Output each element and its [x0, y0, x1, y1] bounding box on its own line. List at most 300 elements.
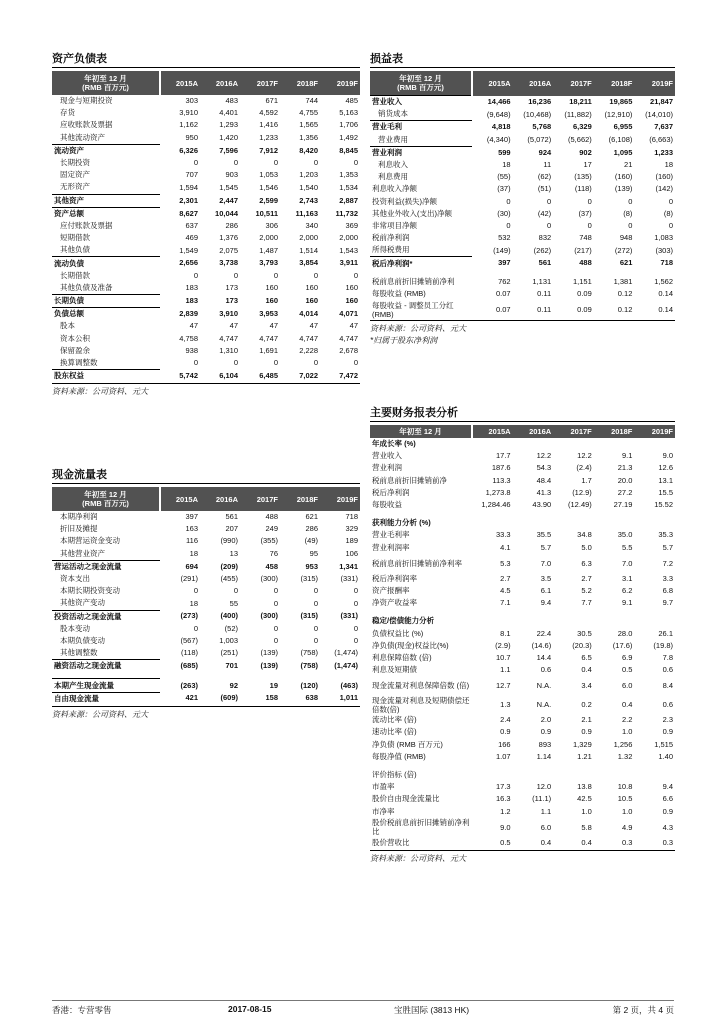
cell-value: 4,401	[219, 108, 238, 118]
table-row	[52, 523, 360, 535]
cell-value: 4,818	[491, 122, 511, 132]
cell-value: N.A.	[536, 681, 552, 691]
cell-value: 0	[353, 158, 358, 168]
cell-value: 19	[269, 680, 278, 690]
cell-value: 27.19	[613, 500, 633, 510]
table-row	[370, 726, 675, 738]
row-label: 营业收入	[370, 96, 472, 109]
cell-value: 5,163	[339, 108, 358, 118]
cell-value	[634, 438, 675, 450]
table-row	[370, 664, 675, 676]
row-label: 净负债 (RMB 百万元)	[372, 739, 443, 749]
row-label: 融资活动之现金流量	[52, 660, 160, 673]
row-label: 长期投资	[60, 158, 90, 168]
cell-value: 621	[305, 512, 318, 522]
cell-value: 0	[313, 598, 318, 608]
cell-value: 12.2	[536, 451, 552, 461]
table-row	[52, 220, 360, 232]
cell-value: 113.3	[492, 475, 511, 485]
source-note: 资料来源：公司资料、元大	[52, 706, 360, 721]
cell-value: (12,910)	[604, 109, 633, 119]
table-row	[52, 357, 360, 370]
row-label: 流动负债	[52, 257, 160, 270]
cell-value: (149)	[493, 245, 511, 255]
cell-value: (5,072)	[527, 134, 552, 144]
cell-value: 532	[498, 233, 511, 243]
row-label: 股本变动	[60, 623, 90, 633]
cell-value: (609)	[220, 693, 238, 703]
table-row	[52, 207, 360, 220]
row-label: 利息费用	[378, 172, 408, 182]
cell-value: 12.6	[658, 463, 673, 473]
table-row	[370, 96, 675, 109]
cell-value: 95	[309, 548, 318, 558]
table-row	[370, 220, 675, 232]
cell-value: 8,845	[339, 145, 358, 155]
cell-value: 329	[345, 524, 358, 534]
cell-value: 26.1	[658, 628, 673, 638]
cell-value: 6,485	[259, 370, 278, 380]
row-label: 资产报酬率	[372, 585, 410, 595]
cell-value: (52)	[224, 623, 238, 633]
cell-value: 0	[193, 358, 198, 368]
cell-value: 1,515	[654, 739, 673, 749]
row-label: 其他业外收入(支出)净额	[372, 208, 452, 218]
cell-value: (12.49)	[568, 500, 592, 510]
table-row	[52, 282, 360, 295]
row-label: 股本	[60, 321, 75, 331]
row-label: 获利能力分析 (%)	[372, 518, 431, 528]
income-statement-table	[370, 71, 675, 319]
row-label: 营业费用	[378, 134, 408, 144]
row-label: 税后净利润率	[372, 573, 417, 583]
table-row	[52, 169, 360, 181]
cell-value: 0	[628, 196, 633, 206]
cell-value: 1,381	[613, 276, 633, 286]
cell-value: (139)	[260, 648, 278, 658]
cell-value: 1,131	[532, 276, 552, 286]
cell-value: 11,163	[295, 208, 318, 218]
row-label: 换算调整数	[60, 358, 98, 368]
cell-value: 0.12	[617, 305, 633, 314]
cell-value: (262)	[533, 245, 552, 255]
table-row	[52, 345, 360, 357]
table-row	[370, 529, 675, 541]
cell-value: 5.8	[581, 822, 592, 832]
header-period-line-1: 年初至 12 月	[399, 74, 442, 83]
cell-value: 17	[583, 160, 592, 170]
table-row	[52, 181, 360, 194]
cell-value: 12.7	[495, 681, 511, 691]
cell-value: 1.07	[495, 751, 511, 761]
cell-value: 17.3	[495, 782, 511, 792]
table-row	[52, 107, 360, 119]
cell-value: (12.9)	[572, 487, 592, 497]
header-year: 2017F	[240, 487, 280, 511]
cell-value: 1,376	[219, 233, 238, 243]
row-label: 评价指标 (倍)	[372, 770, 417, 780]
table-row	[370, 208, 675, 220]
row-label: 自由现金流量	[52, 692, 160, 705]
row-label: 现金与短期投资	[60, 96, 113, 106]
cell-value: 0	[313, 623, 318, 633]
header-period-line-1: 年初至 12 月	[84, 74, 127, 83]
table-row	[52, 95, 360, 107]
footnote: *归属于股东净利润	[370, 336, 438, 345]
row-label: 负债权益比 (%)	[372, 628, 424, 638]
cell-value: (135)	[574, 172, 592, 182]
cell-value: 10.7	[495, 652, 511, 662]
cell-value: 1,594	[179, 182, 198, 192]
cell-value: 1,562	[654, 276, 673, 286]
table-row	[52, 144, 360, 157]
cell-value: 488	[579, 258, 592, 268]
cell-value: 2,447	[219, 195, 238, 205]
table-row	[370, 450, 675, 462]
row-label: 保留盈余	[60, 345, 90, 355]
cell-value: 0	[313, 586, 318, 596]
cell-value: 55	[229, 598, 238, 608]
income-statement-section	[370, 52, 675, 347]
cell-value: 0	[506, 220, 511, 230]
cell-value: 1,540	[299, 182, 318, 192]
table-row	[370, 499, 675, 511]
cell-value: 17.7	[495, 451, 511, 461]
table-header-row	[370, 71, 675, 96]
cell-value	[472, 769, 513, 781]
cell-value: 397	[498, 258, 511, 268]
table-row	[52, 597, 360, 610]
table-row	[370, 806, 675, 818]
table-row	[370, 232, 675, 244]
cell-value: 0	[587, 220, 592, 230]
cell-value: 4,747	[299, 333, 318, 343]
table-row	[370, 751, 675, 763]
header-year: 2015A	[472, 71, 513, 96]
header-period-label	[52, 71, 160, 95]
header-period-line-1: 年初至 12 月	[399, 427, 442, 436]
cell-value	[472, 615, 513, 627]
source-note: 资料来源：公司资料、元大	[370, 850, 675, 865]
cell-value: 6,955	[613, 122, 633, 132]
cell-value: 718	[345, 512, 358, 522]
row-label: 税后净利润*	[370, 257, 472, 270]
table-row	[370, 475, 675, 487]
cell-value: 6.0	[540, 822, 552, 832]
cell-value: 10,044	[215, 208, 238, 218]
cell-value: 21	[624, 160, 633, 170]
cell-value: 0	[313, 635, 318, 645]
cell-value: 18	[664, 160, 673, 170]
cell-value: (17.6)	[612, 640, 633, 650]
row-label: 每股收益	[372, 500, 402, 510]
cell-value: 0.14	[658, 305, 673, 314]
cash-flow-title: 现金流量表	[52, 468, 360, 484]
table-row	[52, 647, 360, 660]
cell-value: 13.8	[577, 782, 592, 792]
row-label: 年成长率 (%)	[372, 439, 416, 449]
header-period-line-1: 年初至 12 月	[84, 490, 127, 499]
cell-value: 0.9	[540, 727, 552, 737]
cell-value: (300)	[260, 574, 278, 584]
table-row	[370, 769, 675, 781]
cell-value: (2.9)	[495, 640, 511, 650]
cell-value: 707	[185, 170, 198, 180]
row-label: 利息保障倍数 (倍)	[372, 652, 432, 662]
cell-value: 0.5	[500, 837, 511, 847]
cell-value: 6.3	[581, 558, 592, 568]
table-row	[370, 793, 675, 805]
row-label: 流动比率 (倍)	[372, 715, 417, 725]
table-row	[52, 660, 360, 673]
cell-value: 0	[233, 270, 238, 280]
cell-value: 187.6	[491, 463, 511, 473]
table-row	[370, 695, 675, 714]
header-year: 2016A	[200, 487, 240, 511]
cell-value: (567)	[180, 635, 198, 645]
table-row	[52, 194, 360, 207]
table-row	[370, 276, 675, 288]
table-row	[52, 679, 360, 692]
cell-value: (49)	[304, 536, 318, 546]
cell-value: 54.3	[536, 463, 552, 473]
cell-value: 3,953	[259, 309, 278, 319]
cell-value: 902	[579, 147, 592, 157]
cell-value: 10.5	[617, 794, 633, 804]
cell-value: (30)	[497, 208, 511, 218]
cell-value: 0	[193, 270, 198, 280]
table-row	[370, 244, 675, 257]
cell-value: 183	[185, 296, 198, 306]
cell-value: 2.7	[581, 573, 592, 583]
table-header-row	[52, 487, 360, 511]
cell-value: 2,656	[179, 258, 198, 268]
cell-value	[634, 769, 675, 781]
cell-value: 1,233	[654, 147, 673, 157]
cell-value: 7,912	[259, 145, 278, 155]
row-label: 投资利益(损失)净额	[372, 196, 437, 206]
cell-value: 1,053	[259, 170, 278, 180]
cell-value: 6.0	[621, 681, 633, 691]
cell-value: 41.3	[536, 487, 552, 497]
cell-value: 488	[265, 512, 278, 522]
cell-value: 2,075	[219, 245, 238, 255]
header-year: 2017F	[553, 425, 594, 438]
cell-value: 7,022	[299, 370, 318, 380]
cell-value: (51)	[537, 184, 552, 194]
row-label: 税前息前折旧摊销前净利率	[372, 558, 462, 568]
cell-value: 369	[345, 220, 358, 230]
cell-value: 1.14	[536, 751, 552, 761]
row-label: 利息及短期债	[372, 665, 417, 675]
cell-value: 7.2	[662, 558, 673, 568]
cell-value: 7.1	[500, 598, 511, 608]
cell-value: (37)	[497, 184, 511, 194]
row-label: 其他调整数	[60, 648, 98, 658]
cell-value: 6,326	[179, 145, 198, 155]
table-row	[52, 157, 360, 169]
cell-value: 671	[265, 96, 278, 106]
header-year: 2018F	[594, 425, 635, 438]
cell-value: 13.1	[658, 475, 673, 485]
cell-value: 1.0	[621, 727, 633, 737]
cell-value: 15.52	[654, 500, 673, 510]
table-row	[370, 554, 675, 573]
cell-value: 0	[668, 220, 673, 230]
cell-value: 33.3	[495, 530, 511, 540]
table-row	[52, 370, 360, 383]
row-label: 非常项目净额	[372, 220, 417, 230]
cell-value: 1,416	[259, 120, 278, 130]
table-row	[370, 781, 675, 793]
cell-value: 1,256	[613, 739, 633, 749]
cell-value: 1,151	[573, 276, 592, 286]
balance-sheet-section	[52, 52, 360, 398]
cell-value: 3,738	[219, 258, 238, 268]
cell-value: (758)	[300, 648, 318, 658]
cell-value: 0	[313, 358, 318, 368]
row-label: 应收账款及票据	[60, 120, 113, 130]
row-label: 本期净利润	[60, 512, 98, 522]
footer-sector: 香港：专营零售	[52, 1005, 112, 1015]
row-label: 税前息前折旧摊销前净利	[372, 276, 455, 286]
cell-value: (990)	[220, 536, 238, 546]
cell-value: 1.2	[500, 806, 511, 816]
cell-value: 0.2	[581, 700, 592, 710]
cell-value: 160	[305, 283, 318, 293]
cell-value: (331)	[340, 574, 358, 584]
cell-value: 0	[233, 586, 238, 596]
cell-value: 1,545	[219, 182, 238, 192]
cell-value: 3,910	[179, 108, 198, 118]
row-label: 营运活动之现金流量	[52, 560, 160, 573]
cell-value: 1,011	[339, 693, 358, 703]
row-label: 每股收益 - 调整员工分红 (RMB)	[372, 300, 454, 319]
cell-value: (37)	[578, 208, 592, 218]
header-year: 2015A	[160, 487, 200, 511]
cell-value: 1.1	[540, 806, 552, 816]
cell-value: 16.3	[495, 794, 511, 804]
row-label: 短期借款	[60, 233, 90, 243]
cell-value: 9.0	[500, 822, 511, 832]
ratios-title: 主要财务报表分析	[370, 406, 675, 422]
row-label: 长期借款	[60, 270, 90, 280]
cell-value	[594, 438, 635, 450]
row-label: 资本支出	[60, 574, 90, 584]
cell-value: 0	[273, 270, 278, 280]
cell-value: 561	[538, 258, 552, 268]
cell-value: 1,565	[299, 120, 318, 130]
cell-value: 2,599	[259, 195, 278, 205]
cell-value: 950	[185, 132, 198, 142]
cell-value: 286	[305, 524, 318, 534]
cell-value: (5,662)	[568, 134, 592, 144]
page-footer	[52, 1000, 674, 1015]
cell-value: (14,010)	[645, 109, 673, 119]
cell-value: 1,543	[339, 245, 358, 255]
cell-value: 4,071	[339, 309, 358, 319]
cell-value	[634, 517, 675, 529]
cell-value: 9.1	[621, 598, 633, 608]
cell-value: 0	[353, 270, 358, 280]
cell-value: 2,000	[299, 233, 318, 243]
cell-value: 5.5	[621, 542, 633, 552]
cell-value: 158	[265, 693, 278, 703]
row-label: 市净率	[372, 806, 395, 816]
cash-flow-section	[52, 468, 360, 721]
table-row	[370, 652, 675, 664]
table-row	[370, 714, 675, 726]
row-label: 应付账款及票据	[60, 220, 113, 230]
cell-value: (1,474)	[334, 661, 358, 671]
cell-value: 0.14	[658, 288, 673, 298]
cell-value: 19,865	[609, 96, 633, 106]
row-label: 存货	[60, 108, 75, 118]
section-heading-row	[370, 517, 675, 529]
cell-value: 0.9	[662, 806, 673, 816]
cell-value: 92	[229, 680, 238, 690]
cell-value: 160	[265, 296, 278, 306]
table-row	[370, 837, 675, 849]
cell-value: (6,108)	[608, 134, 633, 144]
cell-value: (139)	[614, 184, 633, 194]
cell-value	[553, 615, 594, 627]
cell-value: 938	[185, 345, 198, 355]
cell-value: 762	[498, 276, 511, 286]
cell-value: 3,854	[299, 258, 318, 268]
row-label: 长期负债	[52, 295, 160, 308]
table-row	[370, 487, 675, 499]
table-row	[52, 333, 360, 345]
row-label: 营业利润	[370, 146, 472, 159]
cell-value: 599	[498, 147, 511, 157]
cell-value	[594, 769, 635, 781]
cell-value: 0.09	[577, 305, 592, 314]
table-row	[52, 295, 360, 308]
cell-value: 7.0	[621, 558, 633, 568]
cell-value: 1,284.46	[481, 500, 511, 510]
footer-date: 2017-08-15	[228, 1004, 272, 1014]
cell-value: 183	[185, 283, 198, 293]
cash-flow-table	[52, 487, 360, 705]
cell-value: 173	[225, 296, 238, 306]
cell-value	[594, 517, 635, 529]
cell-value: (160)	[655, 172, 673, 182]
cell-value: 4.1	[500, 542, 511, 552]
cell-value: (14.6)	[531, 640, 552, 650]
row-label: 每股净值 (RMB)	[372, 751, 426, 761]
header-year: 2017F	[553, 71, 594, 96]
table-row	[52, 320, 360, 332]
cell-value: (10,468)	[523, 109, 552, 119]
cell-value: N.A.	[536, 700, 552, 710]
header-year: 2016A	[513, 425, 554, 438]
cell-value: 718	[660, 258, 673, 268]
table-row	[52, 308, 360, 321]
cell-value: 18	[502, 160, 511, 170]
cell-value: 4,758	[179, 333, 198, 343]
cell-value: 30.5	[577, 628, 592, 638]
cell-value: 1,691	[259, 345, 278, 355]
row-label: 现金流量对利息保障倍数 (倍)	[372, 681, 470, 691]
cell-value	[513, 769, 554, 781]
cell-value: 18	[189, 548, 198, 558]
header-year: 2015A	[472, 425, 513, 438]
cell-value: (355)	[260, 536, 278, 546]
cell-value: 6.6	[662, 794, 673, 804]
row-label: 利息收入	[378, 160, 408, 170]
cell-value: 0.07	[495, 305, 511, 314]
